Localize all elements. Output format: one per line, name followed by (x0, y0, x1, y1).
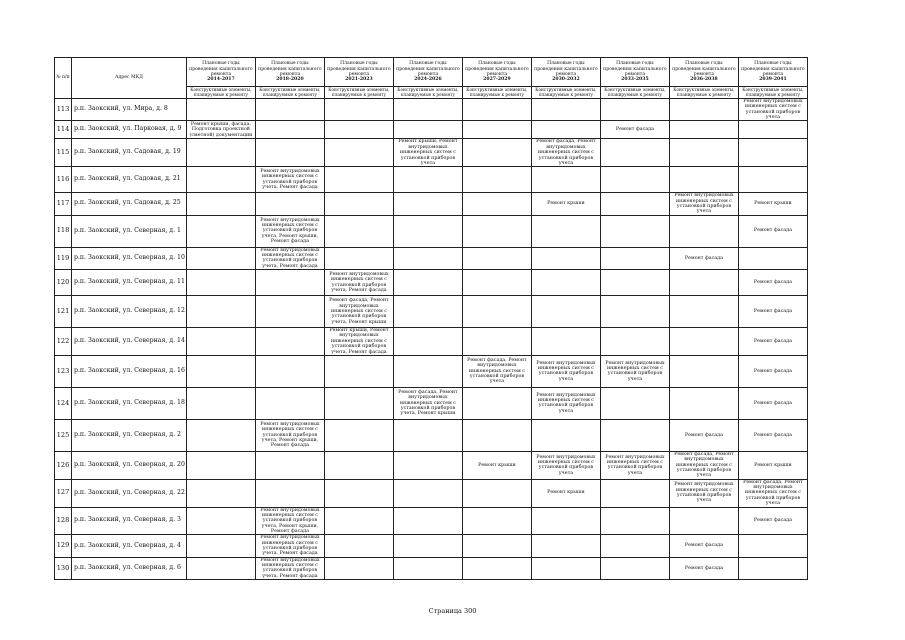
repair-works-cell (186, 355, 255, 387)
period-label: Плановые годы проведения капитального ремонта (465, 61, 529, 77)
row-number: 124 (55, 387, 72, 419)
repair-works-cell (186, 451, 255, 479)
repair-works-cell (186, 387, 255, 419)
repair-works-cell (462, 215, 531, 247)
repair-works-cell (462, 270, 531, 296)
repair-works-cell (393, 121, 462, 139)
repair-works-cell: Ремонт крыши (531, 193, 600, 215)
repair-works-cell (462, 479, 531, 507)
repair-works-cell (669, 328, 738, 356)
repair-schedule-table (54, 57, 808, 580)
subheader-cell: Конструктивные элементы, планируемые к ремонту (186, 87, 255, 99)
period-years: 2036-2038 (690, 77, 718, 83)
header-num: № п/п (55, 58, 72, 99)
subheader-cell: Конструктивные элементы, планируемые к ремонту (324, 87, 393, 99)
repair-works-cell: Ремонт крыши, Ремонт внутридомовых инженерных систем с установкой приборов учета, Ремонт фасада (324, 328, 393, 356)
repair-works-cell (255, 296, 324, 328)
row-number: 130 (55, 557, 72, 579)
repair-works-cell: Ремонт фасада (738, 296, 807, 328)
row-number: 123 (55, 355, 72, 387)
repair-works-cell (600, 139, 669, 167)
repair-works-cell: Ремонт внутридомовых инженерных систем с установкой приборов учета (600, 451, 669, 479)
repair-works-cell (462, 121, 531, 139)
row-number: 121 (55, 296, 72, 328)
repair-works-cell (462, 99, 531, 121)
repair-works-cell (393, 419, 462, 451)
address-cell: р.п. Заокский, ул. Парковая, д. 9 (72, 121, 187, 139)
repair-works-cell (393, 328, 462, 356)
subheader-cell: Конструктивные элементы, планируемые к ремонту (738, 87, 807, 99)
repair-works-cell (600, 296, 669, 328)
subheader-cell: Конструктивные элементы, планируемые к ремонту (393, 87, 462, 99)
table-row (55, 479, 808, 507)
repair-works-cell (462, 193, 531, 215)
repair-works-cell: Ремонт внутридомовых инженерных систем с установкой приборов учета, Ремонт фасада (255, 557, 324, 579)
period-label: Плановые годы проведения капитального ремонта (258, 61, 322, 77)
row-number: 125 (55, 419, 72, 451)
repair-works-cell (669, 121, 738, 139)
repair-works-cell (600, 328, 669, 356)
repair-works-cell (393, 247, 462, 269)
repair-works-cell (324, 479, 393, 507)
row-number: 119 (55, 247, 72, 269)
repair-works-cell (462, 296, 531, 328)
table-row (55, 139, 808, 167)
repair-works-cell: Ремонт внутридомовых инженерных систем с установкой приборов учета (531, 355, 600, 387)
header-period (600, 58, 669, 87)
repair-works-cell (186, 270, 255, 296)
row-number: 113 (55, 99, 72, 121)
repair-works-cell (324, 167, 393, 193)
repair-works-cell: Ремонт крыши, Ремонт внутридомовых инженерных систем с установкой приборов учета (393, 139, 462, 167)
repair-works-cell (600, 193, 669, 215)
repair-works-cell (186, 507, 255, 535)
row-number: 114 (55, 121, 72, 139)
repair-works-cell (531, 535, 600, 557)
table-row (55, 296, 808, 328)
address-cell: р.п. Заокский, ул. Северная, д. 4 (72, 535, 187, 557)
repair-works-cell (255, 99, 324, 121)
repair-works-cell (738, 139, 807, 167)
header-period (462, 58, 531, 87)
period-label: Плановые годы проведения капитального ремонта (534, 61, 598, 77)
repair-works-cell (600, 535, 669, 557)
table-header (55, 58, 808, 99)
repair-works-cell (255, 139, 324, 167)
repair-works-cell (186, 419, 255, 451)
repair-works-cell (186, 167, 255, 193)
repair-works-cell: Ремонт крыши (738, 193, 807, 215)
repair-works-cell (393, 193, 462, 215)
repair-works-cell (600, 99, 669, 121)
subheader-cell: Конструктивные элементы, планируемые к ремонту (669, 87, 738, 99)
table-row (55, 193, 808, 215)
address-cell: р.п. Заокский, ул. Северная, д. 11 (72, 270, 187, 296)
subheader-cell: Конструктивные элементы, планируемые к ремонту (600, 87, 669, 99)
table-row (55, 535, 808, 557)
repair-works-cell (324, 99, 393, 121)
repair-works-cell (738, 247, 807, 269)
repair-works-cell (531, 247, 600, 269)
header-address: Адрес МКД (72, 58, 187, 99)
address-cell: р.п. Заокский, ул. Садовая, д. 19 (72, 139, 187, 167)
repair-works-cell (186, 296, 255, 328)
repair-works-cell: Ремонт внутридомовых инженерных систем с установкой приборов учета, Ремонт фасада (255, 167, 324, 193)
row-number: 117 (55, 193, 72, 215)
repair-works-cell: Ремонт крыши (462, 451, 531, 479)
repair-works-cell: Ремонт внутридомовых инженерных систем с установкой приборов учета (531, 387, 600, 419)
subheader-cell: Конструктивные элементы, планируемые к ремонту (531, 87, 600, 99)
repair-works-cell (600, 419, 669, 451)
row-number: 127 (55, 479, 72, 507)
repair-works-cell (186, 247, 255, 269)
row-number: 116 (55, 167, 72, 193)
repair-works-cell (669, 215, 738, 247)
header-period (669, 58, 738, 87)
header-period (531, 58, 600, 87)
table-row (55, 121, 808, 139)
repair-works-cell: Ремонт фасада (738, 355, 807, 387)
table-row (55, 270, 808, 296)
repair-works-cell (186, 99, 255, 121)
page-number: Страница 300 (428, 607, 477, 615)
table-row (55, 355, 808, 387)
repair-works-cell (738, 121, 807, 139)
repair-works-cell: Ремонт внутридомовых инженерных систем с установкой приборов учета (600, 355, 669, 387)
repair-works-cell (186, 479, 255, 507)
period-years: 2033-2035 (621, 77, 649, 83)
period-label: Плановые годы проведения капитального ремонта (327, 61, 391, 77)
address-cell: р.п. Заокский, ул. Северная, д. 3 (72, 507, 187, 535)
header-period (324, 58, 393, 87)
repair-works-cell: Ремонт крыши (531, 479, 600, 507)
repair-works-cell: Ремонт фасада, Ремонт внутридомовых инженерных систем с установкой приборов учета (669, 451, 738, 479)
repair-works-cell: Ремонт фасада, Ремонт внутридомовых инженерных систем с установкой приборов учета, Ремонт крыши (324, 296, 393, 328)
repair-works-cell (669, 296, 738, 328)
repair-works-cell (669, 355, 738, 387)
repair-works-cell (324, 247, 393, 269)
repair-works-cell (324, 451, 393, 479)
repair-works-cell: Ремонт фасада (738, 419, 807, 451)
repair-works-cell: Ремонт крыши, фасада. Подготовка проектной (сметной) документации (186, 121, 255, 139)
repair-works-cell (600, 215, 669, 247)
repair-works-cell: Ремонт фасада, Ремонт внутридомовых инженерных систем с установкой приборов учета (531, 139, 600, 167)
repair-works-cell (393, 451, 462, 479)
table-row (55, 419, 808, 451)
repair-works-cell: Ремонт фасада, Ремонт внутридомовых инженерных систем с установкой приборов учета (462, 355, 531, 387)
table-row (55, 167, 808, 193)
period-years: 2027-2029 (483, 77, 511, 83)
repair-works-cell (324, 387, 393, 419)
repair-works-cell: Ремонт фасада (600, 121, 669, 139)
table-row (55, 247, 808, 269)
repair-works-cell (669, 270, 738, 296)
repair-works-cell (531, 121, 600, 139)
address-cell: р.п. Заокский, ул. Северная, д. 14 (72, 328, 187, 356)
repair-works-cell: Ремонт внутридомовых инженерных систем с установкой приборов учета, Ремонт крыши, Ремонт фасада (255, 419, 324, 451)
repair-works-cell (393, 355, 462, 387)
repair-works-cell: Ремонт фасада (669, 419, 738, 451)
period-label: Плановые годы проведения капитального ремонта (603, 61, 667, 77)
repair-works-cell (738, 557, 807, 579)
repair-works-cell (186, 557, 255, 579)
row-number: 129 (55, 535, 72, 557)
repair-works-cell (462, 167, 531, 193)
repair-works-cell (669, 507, 738, 535)
repair-works-cell (255, 451, 324, 479)
period-years: 2021-2023 (345, 77, 373, 83)
repair-works-cell (531, 419, 600, 451)
repair-works-cell (393, 296, 462, 328)
repair-works-cell: Ремонт фасада, Ремонт внутридомовых инженерных систем с установкой приборов учета, Ремонт крыши (393, 387, 462, 419)
address-cell: р.п. Заокский, ул. Северная, д. 22 (72, 479, 187, 507)
repair-works-cell: Ремонт внутридомовых инженерных систем с установкой приборов учета (669, 193, 738, 215)
address-cell: р.п. Заокский, ул. Северная, д. 20 (72, 451, 187, 479)
repair-works-cell (600, 557, 669, 579)
period-years: 2014-2017 (207, 77, 235, 83)
header-row (55, 58, 808, 87)
repair-works-cell: Ремонт внутридомовых инженерных систем с установкой приборов учета (738, 99, 807, 121)
repair-works-cell (600, 247, 669, 269)
repair-works-cell (462, 247, 531, 269)
row-number: 126 (55, 451, 72, 479)
address-cell: р.п. Заокский, ул. Мира, д. 8 (72, 99, 187, 121)
repair-works-cell (462, 419, 531, 451)
period-label: Плановые годы проведения капитального ремонта (741, 61, 805, 77)
repair-works-cell (531, 507, 600, 535)
repair-works-cell: Ремонт фасада (738, 215, 807, 247)
repair-works-cell (531, 215, 600, 247)
repair-works-cell (255, 193, 324, 215)
repair-works-cell (669, 167, 738, 193)
repair-works-cell (255, 328, 324, 356)
repair-works-cell: Ремонт внутридомовых инженерных систем с установкой приборов учета, Ремонт крыши, Ремонт фасада (255, 215, 324, 247)
header-period (738, 58, 807, 87)
repair-works-cell (600, 507, 669, 535)
repair-works-cell (531, 328, 600, 356)
repair-works-cell (186, 139, 255, 167)
repair-works-cell: Ремонт внутридомовых инженерных систем с установкой приборов учета, Ремонт фасада (324, 270, 393, 296)
repair-works-cell: Ремонт внутридомовых инженерных систем с установкой приборов учета (669, 479, 738, 507)
repair-works-cell (669, 99, 738, 121)
period-years: 2030-2032 (552, 77, 580, 83)
repair-works-cell: Ремонт фасада (738, 328, 807, 356)
repair-works-cell (462, 535, 531, 557)
address-cell: р.п. Заокский, ул. Северная, д. 16 (72, 355, 187, 387)
address-cell: р.п. Заокский, ул. Северная, д. 2 (72, 419, 187, 451)
repair-works-cell (393, 215, 462, 247)
table-body (55, 99, 808, 580)
repair-works-cell (255, 270, 324, 296)
repair-works-cell: Ремонт внутридомовых инженерных систем с установкой приборов учета, Ремонт крыши, Ремонт фасада (255, 507, 324, 535)
period-years: 2039-2041 (759, 77, 787, 83)
row-number: 120 (55, 270, 72, 296)
period-label: Плановые годы проведения капитального ремонта (396, 61, 460, 77)
table-row (55, 507, 808, 535)
repair-works-cell (324, 419, 393, 451)
repair-works-cell (255, 479, 324, 507)
repair-works-cell (324, 139, 393, 167)
repair-works-cell (324, 355, 393, 387)
repair-works-cell (393, 479, 462, 507)
repair-works-cell: Ремонт фасада (738, 387, 807, 419)
repair-works-cell: Ремонт фасада (669, 247, 738, 269)
subheader-cell: Конструктивные элементы, планируемые к ремонту (255, 87, 324, 99)
address-cell: р.п. Заокский, ул. Садовая, д. 25 (72, 193, 187, 215)
address-cell: р.п. Заокский, ул. Садовая, д. 21 (72, 167, 187, 193)
period-years: 2018-2020 (276, 77, 304, 83)
repair-works-cell: Ремонт внутридомовых инженерных систем с установкой приборов учета, Ремонт фасада (255, 247, 324, 269)
repair-works-cell (186, 215, 255, 247)
table-row (55, 215, 808, 247)
repair-works-cell (255, 355, 324, 387)
table-row (55, 451, 808, 479)
repair-works-cell (324, 121, 393, 139)
repair-works-cell (393, 167, 462, 193)
repair-works-cell (531, 99, 600, 121)
address-cell: р.п. Заокский, ул. Северная, д. 12 (72, 296, 187, 328)
row-number: 115 (55, 139, 72, 167)
repair-works-cell (393, 557, 462, 579)
period-label: Плановые годы проведения капитального ремонта (672, 61, 736, 77)
repair-works-cell (531, 296, 600, 328)
repair-works-cell (738, 535, 807, 557)
repair-works-cell (324, 535, 393, 557)
table-row (55, 99, 808, 121)
subheader-cell: Конструктивные элементы, планируемые к ремонту (462, 87, 531, 99)
header-period (393, 58, 462, 87)
repair-works-cell (393, 507, 462, 535)
repair-works-cell (324, 193, 393, 215)
repair-works-cell (738, 167, 807, 193)
repair-works-cell (255, 387, 324, 419)
repair-works-cell (600, 270, 669, 296)
repair-works-cell: Ремонт фасада, Ремонт внутридомовых инженерных систем с установкой приборов учета (738, 479, 807, 507)
repair-works-cell (186, 328, 255, 356)
repair-works-cell (600, 479, 669, 507)
table-row (55, 557, 808, 579)
repair-works-cell (600, 167, 669, 193)
repair-works-cell: Ремонт крыши (738, 451, 807, 479)
repair-works-cell (393, 99, 462, 121)
repair-works-cell (531, 557, 600, 579)
repair-works-cell (669, 387, 738, 419)
repair-works-cell (462, 507, 531, 535)
row-number: 118 (55, 215, 72, 247)
period-label: Плановые годы проведения капитального ремонта (189, 61, 253, 77)
repair-works-cell (531, 167, 600, 193)
repair-works-cell: Ремонт фасада (738, 507, 807, 535)
period-years: 2024-2026 (414, 77, 442, 83)
repair-works-cell (600, 387, 669, 419)
repair-works-cell (393, 270, 462, 296)
repair-works-cell: Ремонт внутридомовых инженерных систем с установкой приборов учета (531, 451, 600, 479)
repair-works-cell (669, 139, 738, 167)
repair-works-cell (255, 121, 324, 139)
address-cell: р.п. Заокский, ул. Северная, д. 6 (72, 557, 187, 579)
row-number: 122 (55, 328, 72, 356)
repair-works-cell (186, 535, 255, 557)
repair-works-cell (462, 139, 531, 167)
repair-works-cell (324, 215, 393, 247)
repair-works-cell (324, 507, 393, 535)
repair-works-cell: Ремонт внутридомовых инженерных систем с установкой приборов учета, Ремонт фасада (255, 535, 324, 557)
address-cell: р.п. Заокский, ул. Северная, д. 18 (72, 387, 187, 419)
address-cell: р.п. Заокский, ул. Северная, д. 10 (72, 247, 187, 269)
repair-works-cell (393, 535, 462, 557)
row-number: 128 (55, 507, 72, 535)
table-row (55, 328, 808, 356)
repair-works-cell (324, 557, 393, 579)
repair-works-cell: Ремонт фасада (738, 270, 807, 296)
repair-works-cell: Ремонт фасада (669, 535, 738, 557)
header-period (186, 58, 255, 87)
repair-works-cell (462, 328, 531, 356)
repair-works-cell (186, 193, 255, 215)
repair-works-cell: Ремонт фасада (669, 557, 738, 579)
repair-works-cell (462, 557, 531, 579)
table-row (55, 387, 808, 419)
repair-works-cell (462, 387, 531, 419)
repair-works-cell (531, 270, 600, 296)
header-period (255, 58, 324, 87)
address-cell: р.п. Заокский, ул. Северная, д. 1 (72, 215, 187, 247)
